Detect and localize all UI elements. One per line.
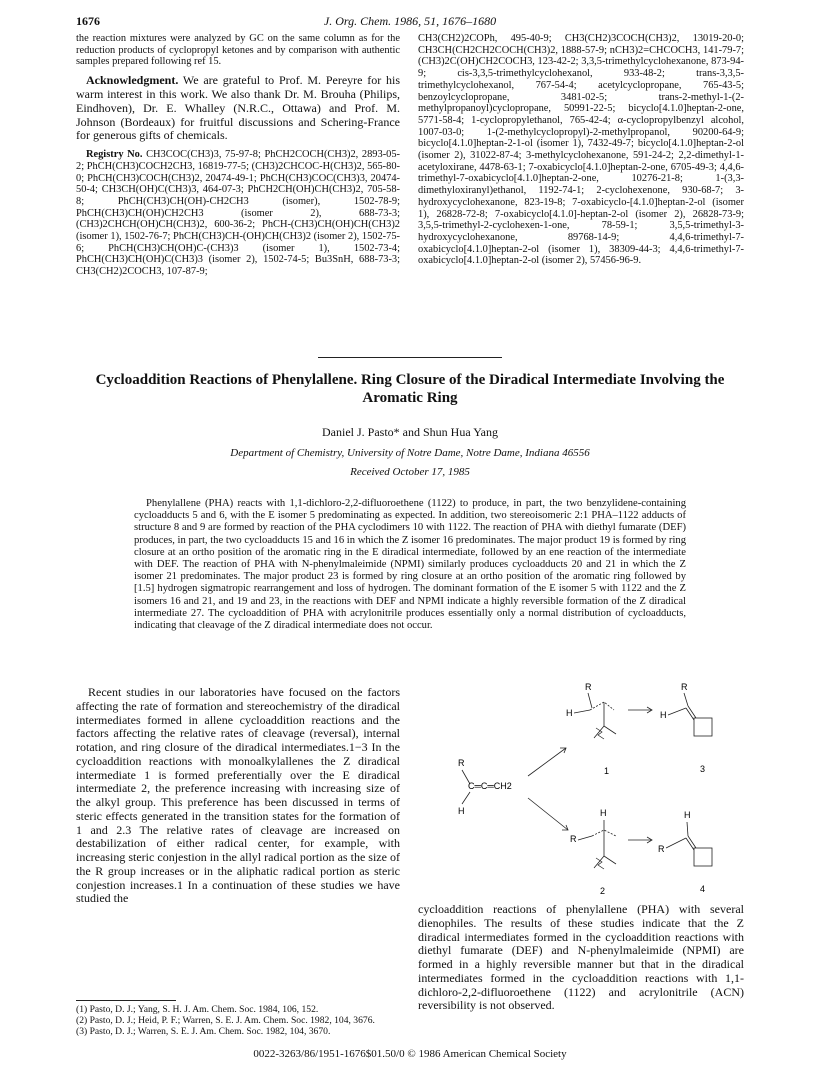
article-affiliation: Department of Chemistry, University of Notre Dame, Notre Dame, Indiana 46556: [230, 447, 590, 459]
footnote-3: (3) Pasto, D. J.; Warren, S. E. J. Am. Chem. Soc. 1982, 104, 3670.: [76, 1025, 331, 1037]
journal-header: J. Org. Chem. 1986, 51, 1676–1680: [323, 14, 497, 28]
registry-text: CH3COC(CH3)3, 75-97-8; PhCH2COCH(CH3)2, 2893-05-2; PhCH(CH3)COCH2CH3, 16819-77-5; (CH3)2CHCOC-H(CH3)2, 565-80-0; PhCH(CH3)COCH(CH3)2, 20474-49-1; PhCH(CH3)COC(CH3)3, 20474-50-4; CH3CH(OH)C(CH3)3, 464-07-3; PhCH2CH(OH)CH(CH3)2, 705-58-8; PhCH(CH3)CH(OH)-CH2CH3 (isomer), 1502-78-9; PhCH(CH3)CH(OH)CH2CH3 (isomer 2), 688-73-3; (CH3)2CHCH(OH)CH(CH3)2, 600-36-2; PhCH-(CH3)CH(OH)CH(CH3)2 (isomer 1), 1502-76-7; PhCH(CH3)CH-(OH)CH(CH3)2 (isomer 2), 1502-75-6; PhCH(CH3)CH(OH)C-(CH3)3 (isomer 1), 1502-73-4; PhCH(CH3)CH(OH)C(CH3)3 (isomer 2), 1502-74-5; Bu3SnH, 688-73-3; CH3(CH2)2COCH3, 107-87-9;: [76, 149, 401, 278]
right-column: [418, 33, 744, 267]
body-paragraph-right: cycloaddition reactions of phenylallene (PHA) with several dienophiles. The results of these studies indicate that the Z diradical intermediates formed in the cycloaddition reactions with diethyl fumarate (DEF) and N-phenylmaleimide (NPMI) are formed in a highly reversible manner but that in the diradical intermediates formed in the cycloaddition reactions with 1,1-dichloro-2,2-difluoroethene (1122) and acrylonitrile (ACN) reversibility is not observed.: [418, 902, 744, 1013]
abstract: Phenylallene (PHA) reacts with 1,1-dichloro-2,2-difluoroethene (1122) to produce, in part, the two benzylidene-containing cycloadducts 5 and 6, with the E isomer 5 predominating as expected. In addition, two stereoisomeric 2:1 PHA–1122 adducts of structure 8 and 9 are formed by reaction of the PHA cyclodimers 10 with 1122. The reaction of PHA with diethyl fumarate (DEF) produces, in part, the two cycloadducts 15 and 16 in which the Z isomer 16 predominates. The major product 19 is formed by ring closure at an ortho position of the aromatic ring in the E diradical intermediate, followed by an ene reaction of the intermediate with DEF. The reaction of PHA with N-phenylmaleimide (NPMI) similarly produces cycloadducts 20 and 21 in which the Z isomer 21 predominates. The major product 23 is formed by ring closure at an ortho position of the aromatic ring followed by [1.5] hydrogen sigmatropic rearrangement and loss of hydrogen. The dominant formation of the E isomer 5 with 1122 and the Z isomers 16 and 21, and 19 and 23, in the reactions with DEF and NPMI indicate a highly reversible formation of the Z diradical intermediate 27. The cycloaddition of PHA with acrylonitrile produces essentially only a normal distribution of cycloadducts, indicating that cleavage of the Z diradical intermediate does not occur.: [134, 498, 686, 632]
section-divider: [318, 357, 502, 358]
product3-r-label: R: [681, 682, 688, 692]
diradical1-r-label: R: [585, 682, 592, 692]
product4-r-label: R: [658, 844, 665, 854]
page-number: 1676: [76, 14, 100, 28]
article-authors: Daniel J. Pasto* and Shun Hua Yang: [322, 425, 498, 439]
diradical2-h-label: H: [600, 808, 607, 818]
reaction-scheme-figure: [418, 680, 744, 898]
acknowledgment-heading: Acknowledgment.: [86, 73, 179, 88]
intro-paragraph: the reaction mixtures were analyzed by GC on the same column as for the reduction products of cyclopropyl ketones and by comparison with authentic samples prepared following ref 15.: [76, 33, 400, 68]
registry-paragraph: [76, 149, 400, 278]
footnote-1: (1) Pasto, D. J.; Yang, S. H. J. Am. Chem. Soc. 1984, 106, 152.: [76, 1004, 319, 1015]
acknowledgment-text: We are grateful to Prof. M. Pereyre for his warm interest in this work. We also thank Dr. M. Brouha (Philips, Eindhoven), Dr. E. Whalley (N.R.C., Ottawa) and Prof. M. Johnson (Bordeaux) for fruitful discussions and Schering-France for generous gifts of chemicals.: [76, 73, 400, 143]
product4-h-label: H: [684, 810, 691, 820]
footnote-rule: [76, 1000, 176, 1001]
acknowledgment-paragraph: [76, 74, 400, 143]
page-footer: 0022-3263/86/1951-1676$01.50/0 © 1986 American Chemical Society: [253, 1048, 567, 1060]
allene-r-label: R: [458, 758, 465, 768]
compound-1-label: 1: [604, 766, 610, 776]
compound-4-label: 4: [700, 884, 706, 894]
article-received: Received October 17, 1985: [350, 466, 470, 478]
allene-h-label: H: [458, 806, 465, 816]
footnote-2: (2) Pasto, D. J.; Heid, P. F.; Warren, S. E. J. Am. Chem. Soc. 1982, 104, 3676.: [76, 1014, 375, 1026]
left-column: [76, 33, 400, 278]
compound-2-label: 2: [600, 886, 606, 896]
compound-3-label: 3: [700, 764, 706, 774]
diradical1-h-label: H: [566, 708, 573, 718]
allene-formula: C═C═CH2: [468, 781, 512, 791]
footnotes: [76, 1005, 400, 1037]
registry-continued: CH3(CH2)2COPh, 495-40-9; CH3(CH2)3COCH(CH3)2, 13019-20-0; CH3CH(CH2CH2COCH(CH3)2, 1888-57-9; nCH3)2=CHCOCH3, 141-79-7; (CH3)2C(OH)CH2COCH3, 123-42-2; 3,3,5-trimethylcyclohexanone, 873-94-9; cis-3,3,5-trimethylcyclohexanol, 933-48-2; trans-3,3,5-trimethylcyclohexanol, 767-54-4; acetylcyclopropane, 765-43-5; benzoylcyclopropane, 3481-02-5; trans-2-methyl-1-(2-methylpropanoyl)cyclopropane, 50991-22-5; bicyclo[4.1.0]heptan-2-one, 5771-58-4; 1-cyclopropylethanol, 765-42-4; α-cyclopropylbenzyl alcohol, 1007-03-0; 1-(2-methylcyclopropyl)-2-methylpropanol, 90200-64-9; bicyclo[4.1.0]heptan-2-1-ol (isomer 1), 7432-49-7; bicyclo[4.1.0]heptan-2-ol (isomer 2), 31022-87-4; 3-methylcyclohexanone, 591-24-2; 2,2-dimethyl-1-acetyloxirane, 4478-63-1; 7-oxabicyclo[4.1.0]heptan-2-one, 6705-49-3; 4,4,6-trimethyl-7-oxabicyclo[4.1.0]heptan-2-one, 10276-21-8; 1-(3,3-dimethyloxiranyl)ethanol, 1192-74-1; 2-cyclohexenone, 930-68-7; 3-hydroxycyclohexanone, 823-19-8; 7-oxabicyclo-[4.1.0]heptan-2-ol (isomer 1), 26828-72-8; 7-oxabicyclo[4.1.0]-heptan-2-ol (isomer 2), 26828-73-9; 3,5,5-trimethyl-2-cyclohexen-1-one, 78-59-1; 3,5,5-trimethyl-3-hydroxycyclohexanone, 89768-14-9; 4,4,6-trimethyl-7-oxabicyclo[4.1.0]heptan-2-ol (isomer 1), 38309-44-3; 4,4,6-trimethyl-7-oxabicyclo[4.1.0]heptan-2-ol (isomer 2), 57456-96-9.: [418, 33, 744, 267]
product3-h-label: H: [660, 710, 667, 720]
body-paragraph-left: Recent studies in our laboratories have focused on the factors affecting the rate of formation and stereochemistry of the diradical intermediates formed in allene cycloaddition reactions and the factors affecting the relative rates of cleavage (reversal), internal rotation, and ring closure of the diradical intermediates.1−3 In the cycloaddition reactions with monoalkylallenes the Z diradical intermediate 1 is formed preferentially over the E diradical intermediate 2, the preference increasing with increasing size of the alkyl group. This preference has been discussed in terms of steric effects generated in the transition states for the formation of 1 and 2.3 The relative rates of cleavage are increased on destabilization of either radical center, for example, with increasing steric conjestion in the allyl radical portion as the size of the R group increases or in the aliphatic radical portion as steric conjestion increases.1 In a continuation of these studies we have studied the: [76, 685, 400, 906]
diradical2-r-label: R: [570, 834, 577, 844]
article-title: Cycloaddition Reactions of Phenylallene. Ring Closure of the Diradical Intermediate Involving the Aromatic Ring: [95, 372, 725, 406]
registry-heading: Registry No.: [86, 149, 143, 161]
